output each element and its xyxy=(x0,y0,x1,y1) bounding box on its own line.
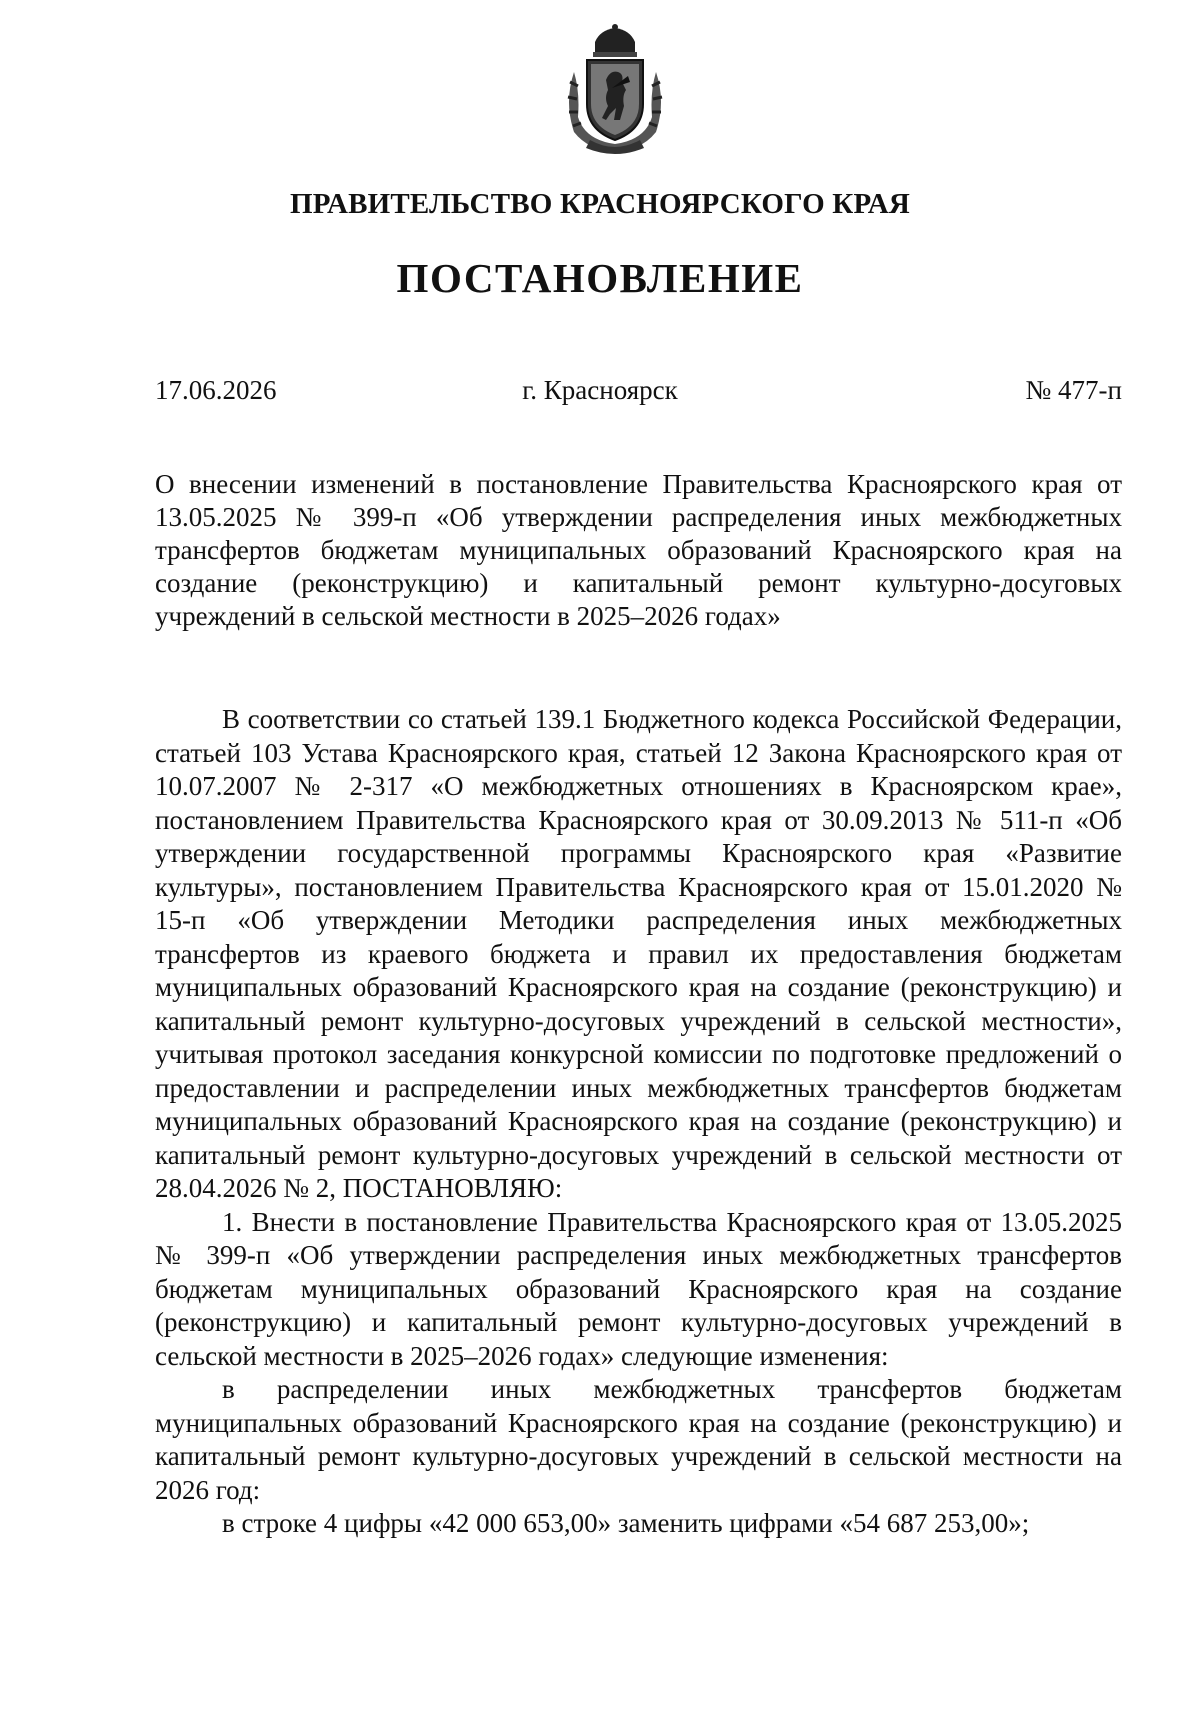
government-name: ПРАВИТЕЛЬСТВО КРАСНОЯРСКОГО КРАЯ xyxy=(289,188,911,220)
item-1-paragraph: 1. Внести в постановление Правительства Красноярского края от 13.05.2025 № 399-п «Об утверждении распределения иных межбюджетных трансфертов бюджетам муниципальных образований Красноярского края на создание (реконструкцию) и капитальный ремонт культурно-досуговых учреждений в сельской местности в 2025–2026 годах» следующие изменения: xyxy=(155,1206,1122,1371)
item-1-subparagraph: в распределении иных межбюджетных трансфертов бюджетам муниципальных образований Красноярского края на создание (реконструкцию) и капитальный ремонт культурно-досуговых учреждений в сельской местности на 2026 год: xyxy=(155,1374,1122,1505)
document-city: г. Красноярск xyxy=(522,375,678,405)
coat-of-arms-icon xyxy=(560,22,670,157)
document-date: 17.06.2026 xyxy=(155,375,277,405)
item-1-change-paragraph: в строке 4 цифры «42 000 653,00» заменить цифрами «54 687 253,00»; xyxy=(222,1508,1030,1538)
document-type-title: ПОСТАНОВЛЕНИЕ xyxy=(396,255,804,301)
document-number: № 477-п xyxy=(1025,375,1122,405)
preamble-paragraph: В соответствии со статьей 139.1 Бюджетного кодекса Российской Федерации, статьей 103 Устава Красноярского края, статьей 12 Закона Красноярского края от 10.07.2007 № 2-317 «О межбюджетных отношениях в Красноярском крае», постановлением Правительства Красноярского края от 30.09.2013 № 511-п «Об утверждении государственной программы Красноярского края «Развитие культуры», постановлением Правительства Красноярского края от 15.01.2020 № 15-п «Об утверждении Методики распределения иных межбюджетных трансфертов из краевого бюджета и правил их предоставления бюджетам муниципальных образований Красноярского края на создание (реконструкцию) и капитальный ремонт культурно-досуговых учреждений в сельской местности», учитывая протокол заседания конкурсной комиссии по подготовке предложений о предоставлении и распределении иных межбюджетных трансфертов бюджетам муниципальных образований Красноярского края на создание (реконструкцию) и капитальный ремонт культурно-досуговых учреждений в сельской местности от 28.04.2026 № 2, ПОСТАНОВЛЯЮ: xyxy=(155,704,1122,1203)
document-subject: О внесении изменений в постановление Правительства Красноярского края от 13.05.2025 № 399-п «Об утверждении распределения иных межбюджетных трансфертов бюджетам муниципальных образований Красноярского края на создание (реконструкцию) и капитальный ремонт культурно-досуговых учреждений в сельской местности в 2025–2026 годах» xyxy=(155,469,1122,631)
document-body xyxy=(155,703,1122,1541)
